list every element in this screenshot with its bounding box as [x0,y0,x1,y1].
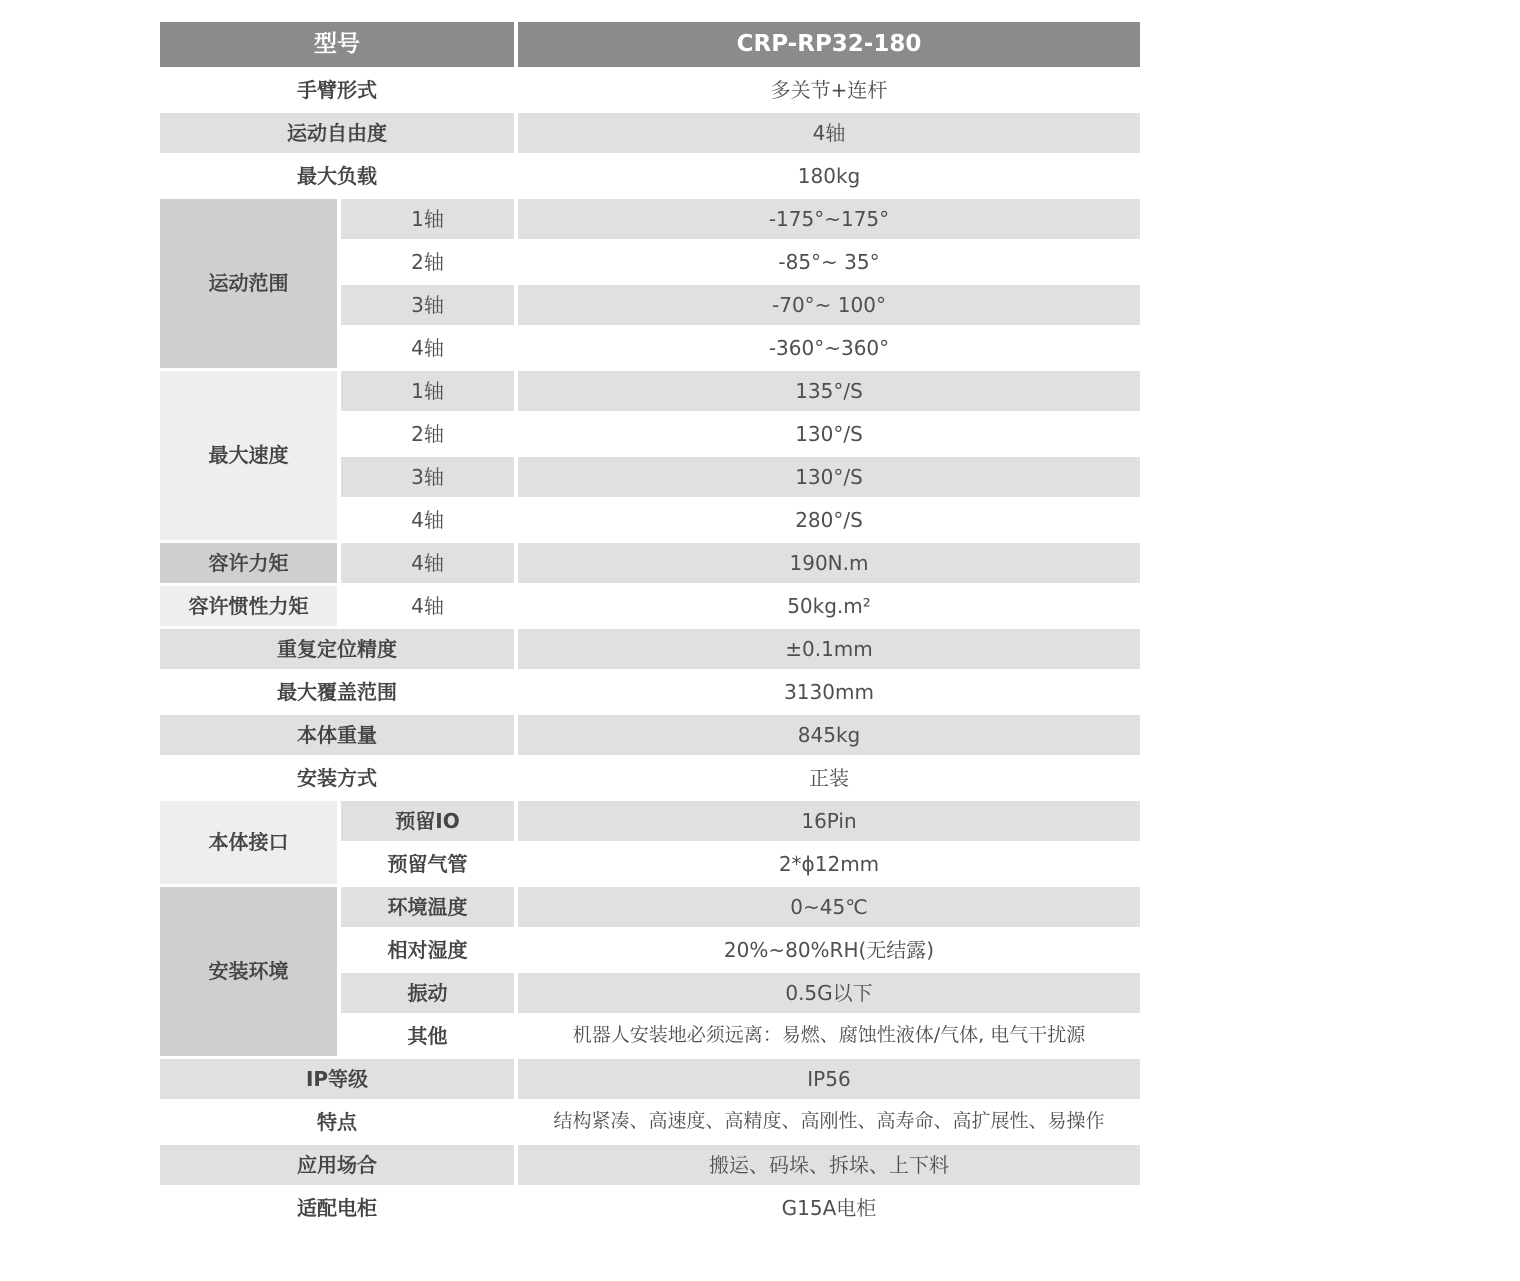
axis-label: 3轴 [341,285,514,325]
row-value: 50kg.m² [518,586,1140,626]
row-value: 20%~80%RH(无结露) [518,930,1140,970]
row-value: 0.5G以下 [518,973,1140,1013]
row-value: 0~45℃ [518,887,1140,927]
axis-label: 4轴 [341,543,514,583]
axis-label: 2轴 [341,414,514,454]
table-row [160,1059,1140,1099]
axis-label: 1轴 [341,371,514,411]
table-row [160,586,1140,626]
table-row [160,1188,1140,1228]
row-label: 最大负载 [160,156,514,196]
row-value: 180kg [518,156,1140,196]
row-value: 845kg [518,715,1140,755]
group-label: 运动范围 [160,199,337,368]
axis-label: 3轴 [341,457,514,497]
group-label: 最大速度 [160,371,337,540]
row-label: 应用场合 [160,1145,514,1185]
table-row [160,629,1140,669]
row-value: -175°~175° [518,199,1140,239]
sub-label: 其他 [341,1016,514,1056]
table-row [160,1102,1140,1142]
row-label: 特点 [160,1102,514,1142]
row-value: 280°/S [518,500,1140,540]
row-label: 最大覆盖范围 [160,672,514,712]
group-label: 容许力矩 [160,543,337,583]
table-row [160,672,1140,712]
model-header-value: CRP-RP32-180 [518,22,1140,67]
table-row [160,156,1140,196]
row-value: 130°/S [518,457,1140,497]
row-value: IP56 [518,1059,1140,1099]
row-value: -85°~ 35° [518,242,1140,282]
row-label: 安装方式 [160,758,514,798]
axis-label: 1轴 [341,199,514,239]
table-row [160,113,1140,153]
row-value: 135°/S [518,371,1140,411]
table-row [160,758,1140,798]
table-row [160,70,1140,110]
row-label: 适配电柜 [160,1188,514,1228]
row-value: 机器人安装地必须远离：易燃、腐蚀性液体/气体, 电气干扰源 [518,1016,1140,1056]
row-value: -70°~ 100° [518,285,1140,325]
model-header-label: 型号 [160,22,514,67]
row-label: 本体重量 [160,715,514,755]
row-value: 结构紧凑、高速度、高精度、高刚性、高寿命、高扩展性、易操作 [518,1102,1140,1142]
axis-label: 4轴 [341,328,514,368]
row-label: 手臂形式 [160,70,514,110]
group-label: 安装环境 [160,887,337,1056]
row-label: 重复定位精度 [160,629,514,669]
table-row [160,199,1140,239]
table-row [160,543,1140,583]
table-row [160,715,1140,755]
row-value: 正装 [518,758,1140,798]
row-value: 多关节+连杆 [518,70,1140,110]
row-value: 2*ϕ12mm [518,844,1140,884]
row-value: 3130mm [518,672,1140,712]
sub-label: 环境温度 [341,887,514,927]
table-row [160,801,1140,841]
sub-label: 预留气管 [341,844,514,884]
row-value: 190N.m [518,543,1140,583]
spec-table [156,19,1144,1231]
axis-label: 4轴 [341,500,514,540]
table-header-row [160,22,1140,67]
row-value: ±0.1mm [518,629,1140,669]
axis-label: 2轴 [341,242,514,282]
row-value: -360°~360° [518,328,1140,368]
table-row [160,371,1140,411]
row-value: 搬运、码垛、拆垛、上下料 [518,1145,1140,1185]
row-value: 4轴 [518,113,1140,153]
sub-label: 预留IO [341,801,514,841]
row-label: 运动自由度 [160,113,514,153]
axis-label: 4轴 [341,586,514,626]
row-label: IP等级 [160,1059,514,1099]
row-value: 130°/S [518,414,1140,454]
sub-label: 振动 [341,973,514,1013]
row-value: 16Pin [518,801,1140,841]
table-row [160,1145,1140,1185]
table-row [160,887,1140,927]
group-label: 容许惯性力矩 [160,586,337,626]
group-label: 本体接口 [160,801,337,884]
row-value: G15A电柜 [518,1188,1140,1228]
sub-label: 相对湿度 [341,930,514,970]
